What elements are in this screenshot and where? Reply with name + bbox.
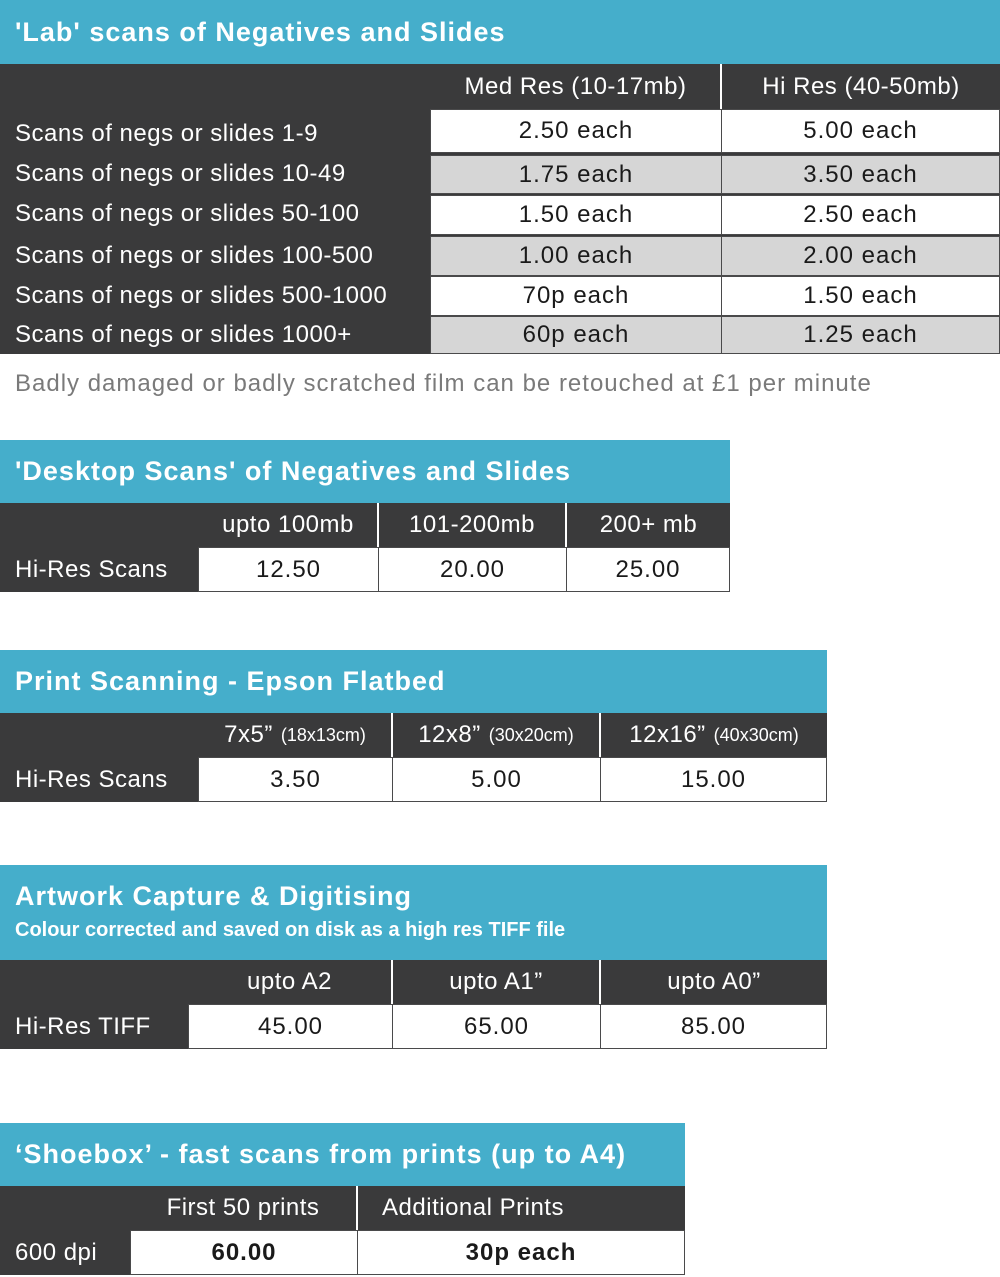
desktop-header-col2: 101-200mb (409, 511, 535, 538)
desktop-cell: 12.50 (198, 547, 379, 592)
lab-row-label: Scans of negs or slides 10-49 (15, 160, 346, 187)
shoebox-header-col1: First 50 prints (166, 1194, 320, 1221)
desktop-header-col3: 200+ mb (599, 511, 698, 538)
print-section-header (0, 650, 827, 713)
lab-cell-med: 2.50 each (430, 109, 722, 153)
shoebox-section-header (0, 1123, 685, 1186)
lab-cell-med: 1.00 each (430, 236, 722, 276)
lab-cell-hi: 2.50 each (721, 195, 1000, 235)
lab-row-label: Scans of negs or slides 1000+ (15, 321, 352, 348)
shoebox-cell: 30p each (357, 1230, 685, 1275)
lab-cell-hi: 3.50 each (721, 155, 1000, 194)
desktop-row-label: Hi-Res Scans (15, 555, 168, 583)
print-size-label: 7x5” (224, 721, 273, 748)
artwork-subtitle: Colour corrected and saved on disk as a high res TIFF file (15, 919, 566, 941)
artwork-cell: 45.00 (188, 1004, 393, 1049)
artwork-section-header (0, 865, 827, 960)
shoebox-row-label: 600 dpi (15, 1238, 98, 1266)
print-header-col3 (601, 713, 827, 757)
lab-section-header (0, 0, 1000, 64)
desktop-cell: 25.00 (566, 547, 730, 592)
artwork-header-col3: upto A0” (667, 968, 761, 995)
lab-header-hi: Hi Res (40-50mb) (762, 72, 960, 100)
lab-cell-hi: 5.00 each (721, 109, 1000, 153)
artwork-header-col2: upto A1” (449, 968, 543, 995)
retouch-note: Badly damaged or badly scratched film can be retouched at £1 per minute (15, 370, 872, 397)
lab-cell-hi: 1.25 each (721, 316, 1000, 354)
print-cell: 5.00 (392, 757, 601, 802)
print-cell: 15.00 (600, 757, 827, 802)
print-cell: 3.50 (198, 757, 393, 802)
lab-title: 'Lab' scans of Negatives and Slides (15, 17, 506, 47)
lab-cell-med: 1.50 each (430, 195, 722, 235)
artwork-cell: 65.00 (392, 1004, 601, 1049)
artwork-header-col1: upto A2 (247, 968, 332, 995)
lab-cell-med: 60p each (430, 316, 722, 354)
desktop-cell: 20.00 (378, 547, 567, 592)
print-size-label: 12x8” (418, 721, 481, 748)
print-size-metric: (40x30cm) (713, 724, 799, 745)
lab-cell-hi: 2.00 each (721, 236, 1000, 276)
artwork-row-label: Hi-Res TIFF (15, 1012, 151, 1040)
lab-cell-med: 1.75 each (430, 155, 722, 194)
artwork-title: Artwork Capture & Digitising (15, 881, 413, 911)
lab-row-label: Scans of negs or slides 1-9 (15, 120, 318, 147)
print-row-label: Hi-Res Scans (15, 765, 168, 793)
print-size-label: 12x16” (629, 721, 706, 748)
print-size-metric: (18x13cm) (280, 724, 366, 745)
print-size-metric: (30x20cm) (488, 724, 574, 745)
shoebox-header-col2: Additional Prints (382, 1194, 564, 1221)
lab-cell-med: 70p each (430, 276, 722, 316)
desktop-section-header (0, 440, 730, 503)
desktop-header-col1: upto 100mb (222, 511, 354, 538)
print-title: Print Scanning - Epson Flatbed (15, 666, 446, 696)
lab-cell-hi: 1.50 each (721, 276, 1000, 316)
shoebox-cell: 60.00 (130, 1230, 358, 1275)
artwork-cell: 85.00 (600, 1004, 827, 1049)
lab-row-label: Scans of negs or slides 100-500 (15, 242, 374, 269)
lab-row-label: Scans of negs or slides 50-100 (15, 200, 360, 227)
lab-row-label: Scans of negs or slides 500-1000 (15, 282, 388, 309)
print-header-col1 (198, 713, 392, 757)
shoebox-title: ‘Shoebox’ - fast scans from prints (up to A4) (15, 1139, 627, 1169)
lab-header-med: Med Res (10-17mb) (464, 72, 687, 100)
print-header-col2 (393, 713, 599, 757)
desktop-title: 'Desktop Scans' of Negatives and Slides (15, 456, 572, 486)
